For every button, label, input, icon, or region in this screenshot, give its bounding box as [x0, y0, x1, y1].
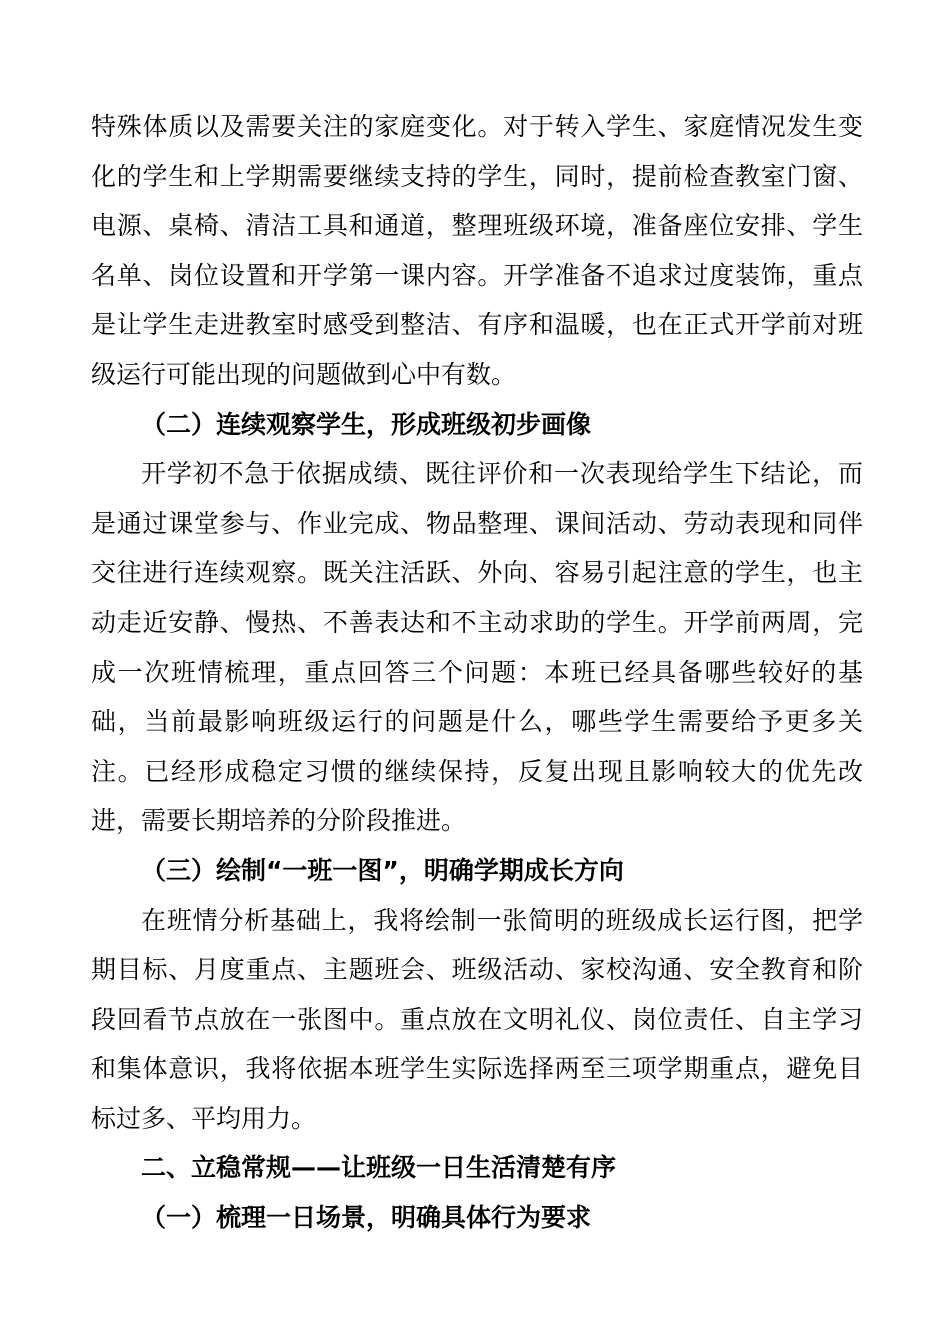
- section-heading-routines: 二、立稳常规——让班级一日生活清楚有序: [141, 1153, 617, 1183]
- paragraph-observe-students: 开学初不急于依据成绩、既往评价和一次表现给学生下结论，而是通过课堂参与、作业完成、物品整理、课间活动、劳动表现和同伴交往进行连续观察。既关注活跃、外向、容易引起注意的学生，也主动走近安静、慢热、不善表达和不主动求助的学生。开学前两周，完成一次班情梳理，重点回答三个问题：本班已经具备哪些较好的基础，当前最影响班级运行的问题是什么，哪些学生需要给予更多关注。已经形成稳定习惯的继续保持，反复出现且影响较大的优先改进，需要长期培养的分阶段推进。: [91, 459, 863, 836]
- subheading-observe-students: （二）连续观察学生，形成班级初步画像: [141, 409, 592, 439]
- subheading-daily-scenes: （一）梳理一日场景，明确具体行为要求: [141, 1203, 592, 1233]
- subheading-class-map: （三）绘制“一班一图”，明确学期成长方向: [141, 855, 624, 885]
- paragraph-class-map: 在班情分析基础上，我将绘制一张简明的班级成长运行图，把学期目标、月度重点、主题班会、班级活动、家校沟通、安全教育和阶段回看节点放在一张图中。重点放在文明礼仪、岗位责任、自主学习和集体意识，我将依据本班学生实际选择两至三项学期重点，避免目标过多、平均用力。: [91, 905, 863, 1133]
- document-body: [91, 102, 863, 1243]
- paragraph-continuation: 特殊体质以及需要关注的家庭变化。对于转入学生、家庭情况发生变化的学生和上学期需要继续支持的学生，同时，提前检查教室门窗、电源、桌椅、清洁工具和通道，整理班级环境，准备座位安排、学生名单、岗位设置和开学第一课内容。开学准备不追求过度装饰，重点是让学生走进教室时感受到整洁、有序和温暖，也在正式开学前对班级运行可能出现的问题做到心中有数。: [91, 112, 863, 389]
